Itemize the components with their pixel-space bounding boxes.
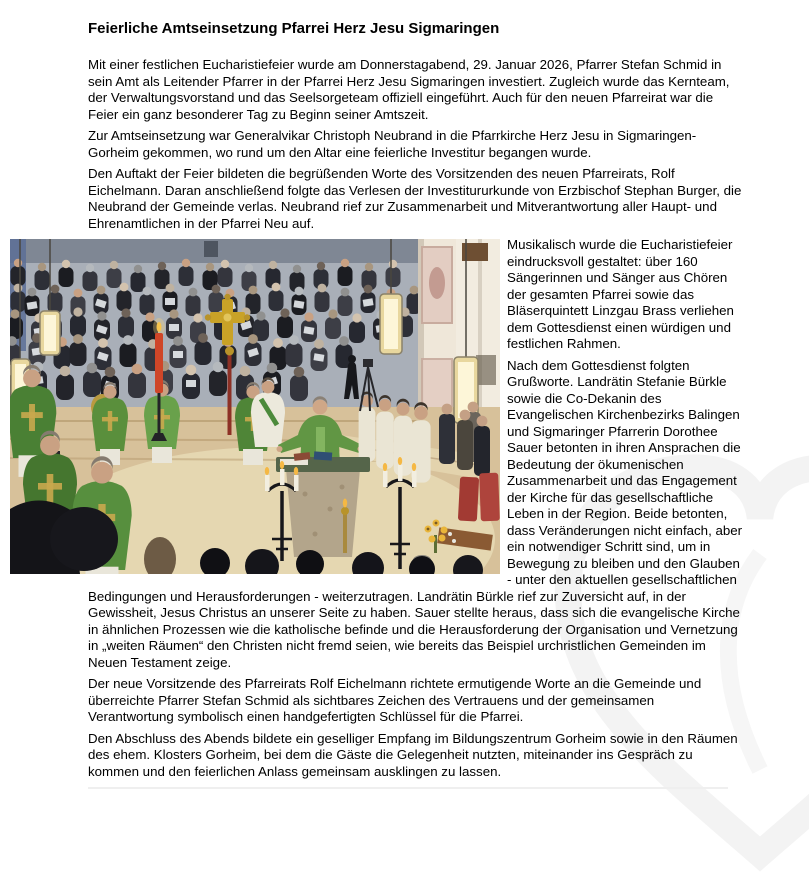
footer-divider [88,787,728,789]
article [88,20,743,780]
church-photo-illustration [10,239,500,574]
article-paragraph-7: Den Abschluss des Abends bildete ein geselliger Empfang im Bildungszentrum Gorheim sowie in den Räumen des ehem. Klosters Gorheim, bei dem die Gäste die Gelegenheit nutzten, miteinander ins Gespräch zu kommen und den feierlichen Anlass gemeinsam ausklingen zu lassen. [88,730,738,779]
article-paragraph-3: Den Auftakt der Feier bildeten die begrüßenden Worte des Vorsitzenden des neuen Pfarreirats, Rolf Eichelmann. Daran anschließend folgte das Verlesen der Investitururkunde von Erzbischof Stephan Burger, die Neubrand der Gemeinde verlas. Neubrand rief zur Zusammenarbeit und Mitverantwortung aller Haupt- und Ehrenamtlichen in der Pfarrei Neu auf. [88,166,742,231]
document-page [0,20,809,799]
article-paragraph-5: Nach dem Gottesdienst folgten Grußworte. Landrätin Stefanie Bürkle sowie die Co-Dekanin des Evangelischen Kirchenbezirks Balingen und Sigmaringer Pfarrerin Dorothee Sauer betonten in ihren Ansprachen die Bedeutung der ökumenischen Zusammenarbeit und das Engagement der Kirche für das gesellschaftliche Leben in der Region. Beide betonten, dass Veränderungen nicht einfach, aber ein notwendiger Schritt sind, um in Bewegung zu bleiben und den Glauben - unter den aktuellen gesellschaftlichen Bedingungen und Herausforderungen - weiterzutragen. Landrätin Bürkle rief zur Zuversicht auf, in der Gewissheit, Jesus Christus an unserer Seite zu haben. Sauer stellte heraus, dass sich die evangelische Kirche in ähnlichen Prozessen wie die katholische befinde und die Herausforderung der Organisation und Vernetzung in „weiten Räumen“ den Christen nicht fremd seien, wie bereits das Beispiel urchristlichen Gemeinden im Neuen Testament zeige. [88,357,743,670]
article-paragraph-2: Zur Amtseinsetzung war Generalvikar Christoph Neubrand in die Pfarrkirche Herz Jesu in Sigmaringen-Gorheim gekommen, wo rund um den Altar eine feierliche Investitur begangen wurde. [88,128,697,160]
article-paragraph-1: Mit einer festlichen Eucharistiefeier wurde am Donnerstagabend, 29. Januar 2026, Pfarrer Stefan Schmid in sein Amt als Leitender Pfarrer in der Pfarrei Herz Jesu Sigmaringen investiert. Zugleich wurde das Kernteam, der Verwaltungsvorstand und das Seelsorgeteam offiziell eingeführt. Auch für den neuen Pfarreirat war die Feier ein ganz besonderer Tag zu Beginn seiner Amtszeit. [88,57,730,122]
article-paragraph-6: Der neue Vorsitzende des Pfarreirats Rolf Eichelmann richtete ermutigende Worte an die Gemeinde und überreichte Pfarrer Stefan Schmid als sichtbares Zeichen des Vertrauens und der gemeinsamen Verantwortung symbolisch einen handgefertigten Schlüssel für die Pfarrei. [88,676,702,724]
article-paragraph-4: Musikalisch wurde die Eucharistiefeier eindrucksvoll gestaltet: über 160 Sängerinnen und Sänger aus Chören der gesamten Pfarrei sowie das Bläserquintett Linzgau Brass verliehen dem Gottesdienst einen würdigen und festlichen Rahmen. [507,237,734,351]
article-title: Feierliche Amtseinsetzung Pfarrei Herz Jesu Sigmaringen [88,20,500,37]
article-photo [10,239,500,574]
